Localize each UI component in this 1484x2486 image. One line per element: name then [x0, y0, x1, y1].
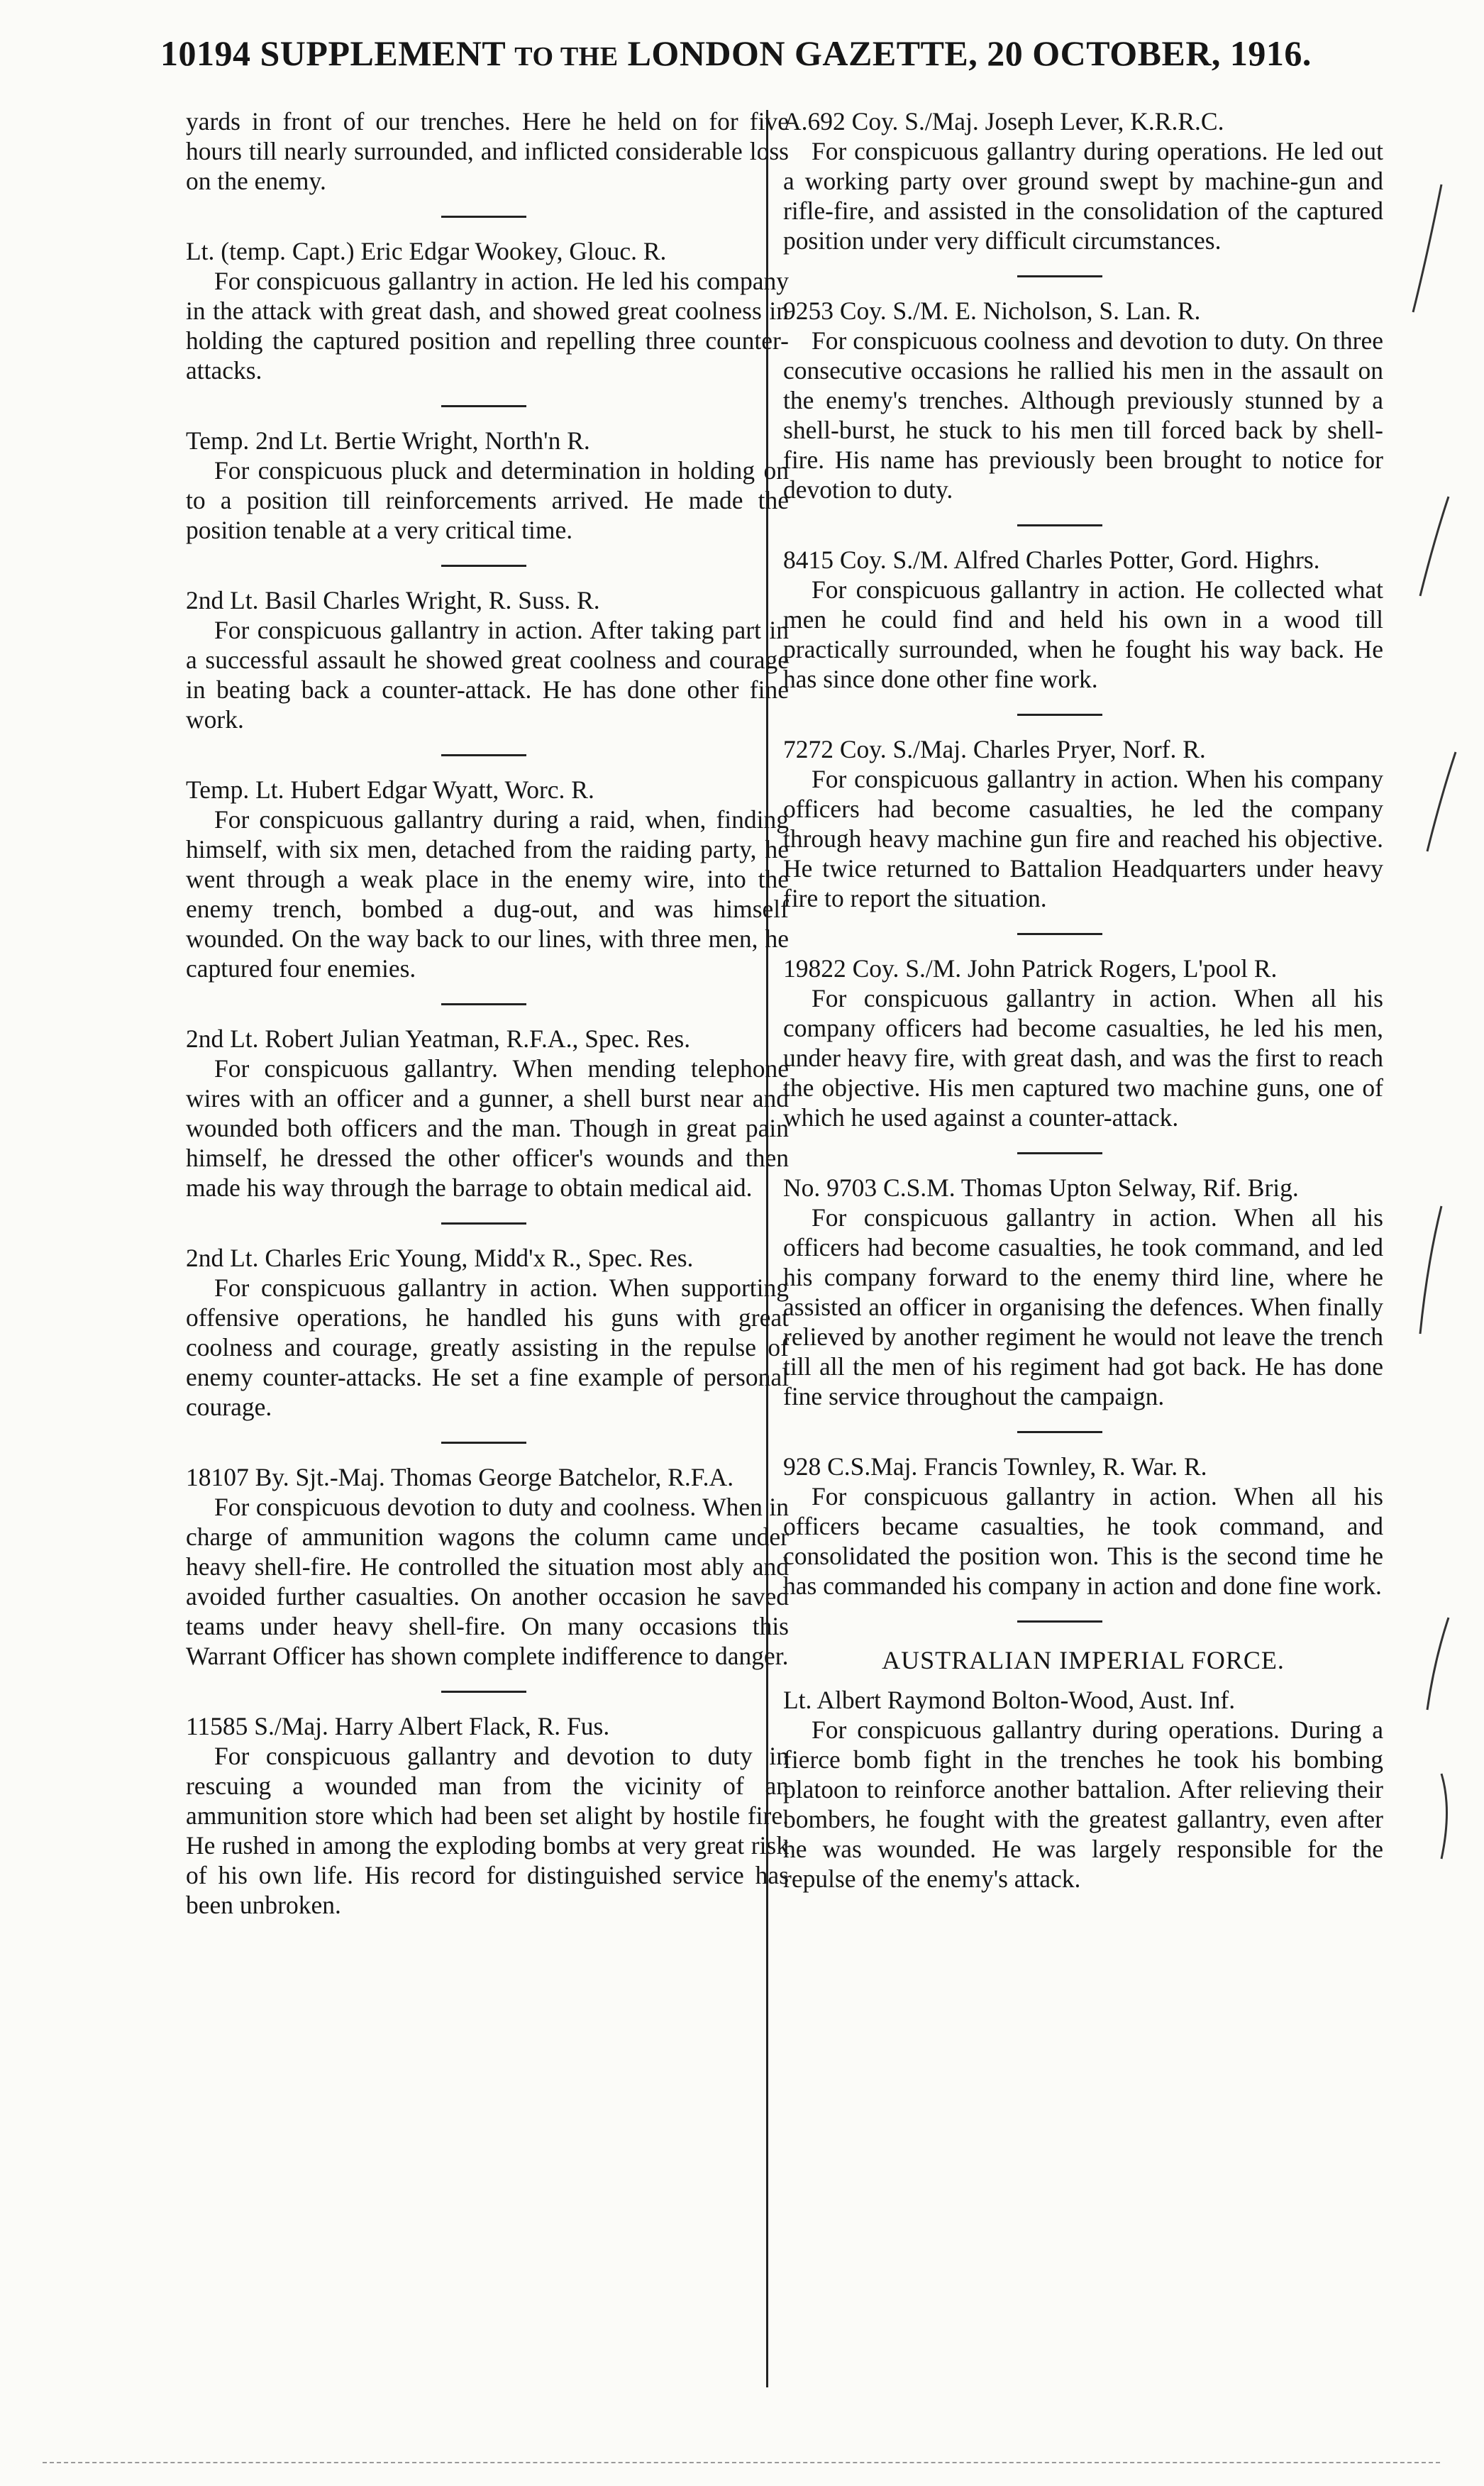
citation-name: Temp. 2nd Lt. Bertie Wright, North'n R. — [186, 426, 590, 455]
entry-rule — [1017, 714, 1102, 716]
citation-body: For conspicuous gallantry during operations. He led out a working party over ground swept by machine-gun and rifle-fire, and assisted in the consolidation of the captured position under very difficult circumstances. — [783, 137, 1383, 255]
citation-name: 8415 Coy. S./M. Alfred Charles Potter, Gord. Highrs. — [783, 546, 1320, 574]
entry-rule — [441, 1691, 526, 1693]
citation-body: For conspicuous gallantry in action. He collected what men he could find and held his own in a wood till practically surrounded, when he fought his way back. He has since done other fine work. — [783, 575, 1383, 693]
entry-rule — [1017, 1152, 1102, 1154]
citation-name: 2nd Lt. Basil Charles Wright, R. Suss. R. — [186, 586, 600, 614]
citation-entry — [186, 1243, 789, 1422]
header-small: TO THE — [514, 42, 619, 72]
entry-rule — [441, 1222, 526, 1225]
citation-entry — [186, 426, 789, 545]
citation-entry — [186, 585, 789, 734]
citation-body: For conspicuous gallantry. When mending telephone wires with an officer and a gunner, a shell burst near and wounded both officers and the man. Though in great pain himself, he dressed the other officer's wounds and then made his way through the barrage to obtain medical aid. — [186, 1054, 789, 1202]
citation-body: For conspicuous gallantry during a raid, when, finding himself, with six men, detached from the raiding party, he went through a weak place in the enemy wire, into the enemy trench, bombed a dug-out, and was himself wounded. On the way back to our lines, with three men, he captured four enemies. — [186, 805, 789, 983]
citation-entry — [186, 1711, 789, 1920]
section-rule — [1017, 1620, 1102, 1623]
citation-name: 11585 S./Maj. Harry Albert Flack, R. Fus. — [186, 1712, 610, 1740]
citation-name: 9253 Coy. S./M. E. Nicholson, S. Lan. R. — [783, 297, 1201, 325]
citation-name: 19822 Coy. S./M. John Patrick Rogers, L'pool R. — [783, 954, 1278, 983]
entry-rule — [441, 405, 526, 407]
citation-body: For conspicuous gallantry in action. When all his officers had become casualties, he took command, and led his company forward to the enemy third line, where he assisted an officer in organising the defences. When finally relieved by another regiment he would not leave the trench till all the men of his regiment had got back. He has done fine service throughout the campaign. — [783, 1203, 1383, 1410]
header-rest: LONDON GAZETTE, 20 OCTOBER, 1916. — [627, 33, 1312, 73]
left-column — [186, 106, 789, 1920]
citation-entry — [783, 106, 1383, 255]
citation-name: 2nd Lt. Robert Julian Yeatman, R.F.A., Spec. Res. — [186, 1024, 691, 1053]
header-word: SUPPLEMENT — [260, 33, 506, 73]
entry-rule — [441, 565, 526, 567]
citation-name: Lt. Albert Raymond Bolton-Wood, Aust. Inf. — [783, 1686, 1236, 1714]
citation-body: For conspicuous gallantry during operations. During a fierce bomb fight in the trenches he took his bombing platoon to reinforce another battalion. After relieving their bombers, he fought with the greatest gallantry, even after he was wounded. He was largely responsible for the repulse of the enemy's attack. — [783, 1716, 1383, 1893]
citation-entry — [186, 1024, 789, 1203]
citation-body: For conspicuous pluck and determination in holding on to a position till reinforcements arrived. He made the position tenable at a very critical time. — [186, 456, 789, 544]
citation-name: A.692 Coy. S./Maj. Joseph Lever, K.R.R.C. — [783, 107, 1224, 136]
citation-body: For conspicuous gallantry in action. He led his company in the attack with great dash, and showed great coolness in holding the captured position and repelling three counter-attacks. — [186, 267, 789, 385]
citation-entry — [783, 296, 1383, 504]
citation-body: For conspicuous gallantry and devotion to duty in rescuing a wounded man from the vicinity of an ammunition store which had been set alight by hostile fire. He rushed in among the exploding bombs at very great risk of his own life. His record for distinguished service has been unbroken. — [186, 1742, 789, 1919]
citation-entry — [783, 734, 1383, 913]
citation-body: For conspicuous gallantry in action. When supporting offensive operations, he handled his guns with great coolness and courage, greatly assisting in the repulse of enemy counter-attacks. He set a fine example of personal courage. — [186, 1274, 789, 1421]
citation-name: No. 9703 C.S.M. Thomas Upton Selway, Rif. Brig. — [783, 1173, 1299, 1202]
citation-entry — [186, 775, 789, 983]
scan-edge-marks — [1399, 142, 1470, 2128]
citation-body: For conspicuous gallantry in action. When all his company officers had become casualties, he led his men, under heavy fire, with great dash, and was the first to reach the objective. His men captured two machine guns, one of which he used against a counter-attack. — [783, 984, 1383, 1132]
page-number: 10194 — [160, 33, 251, 73]
citation-entry — [783, 1685, 1383, 1894]
entry-rule — [441, 1003, 526, 1005]
citation-entry — [783, 545, 1383, 694]
citation-name: 2nd Lt. Charles Eric Young, Midd'x R., Spec. Res. — [186, 1244, 694, 1272]
entry-rule — [1017, 933, 1102, 935]
page-header — [160, 33, 1366, 74]
entry-rule — [441, 1442, 526, 1444]
citation-name: Lt. (temp. Capt.) Eric Edgar Wookey, Glouc. R. — [186, 237, 667, 265]
entry-rule — [1017, 524, 1102, 526]
citation-name: 7272 Coy. S./Maj. Charles Pryer, Norf. R. — [783, 735, 1206, 763]
citation-body: For conspicuous gallantry in action. When all his officers became casualties, he took command, and consolidated the position won. This is the second time he has commanded his company in action and done fine work. — [783, 1482, 1383, 1600]
citation-name: 928 C.S.Maj. Francis Townley, R. War. R. — [783, 1452, 1207, 1481]
entry-rule — [1017, 1431, 1102, 1433]
citation-body: For conspicuous gallantry in action. After taking part in a successful assault he showed great coolness and courage in beating back a counter-attack. He has done other fine work. — [186, 616, 789, 734]
citation-entry — [783, 954, 1383, 1132]
citation-body: For conspicuous gallantry in action. When his company officers had become casualties, he led the company through heavy machine gun fire and reached his objective. He twice returned to Battalion Headquarters under heavy fire to report the situation. — [783, 765, 1383, 912]
citation-entry — [186, 236, 789, 385]
right-column — [783, 106, 1383, 1894]
scan-bottom-edge — [43, 2462, 1440, 2463]
citation-entry — [186, 1462, 789, 1671]
citation-entry — [186, 106, 789, 196]
entry-rule — [1017, 275, 1102, 277]
citation-name: 18107 By. Sjt.-Maj. Thomas George Batchelor, R.F.A. — [186, 1463, 734, 1491]
entry-rule — [441, 754, 526, 756]
citation-body: yards in front of our trenches. Here he held on for five hours till nearly surrounded, and inflicted considerable loss on the enemy. — [186, 107, 789, 195]
citation-entry — [783, 1173, 1383, 1411]
entry-rule — [441, 216, 526, 218]
section-heading: AUSTRALIAN IMPERIAL FORCE. — [882, 1646, 1285, 1674]
citation-entry — [783, 1452, 1383, 1601]
citation-body: For conspicuous coolness and devotion to duty. On three consecutive occasions he rallied his men in the assault on the enemy's trenches. Although previously stunned by a shell-burst, he stuck to his men till forced back by shell-fire. His name has previously been brought to notice for devotion to duty. — [783, 326, 1383, 504]
citation-name: Temp. Lt. Hubert Edgar Wyatt, Worc. R. — [186, 775, 594, 804]
citation-body: For conspicuous devotion to duty and coolness. When in charge of ammunition wagons the column came under heavy shell-fire. He controlled the situation most ably and avoided further casualties. On another occasion he saved teams under heavy shell-fire. On many occasions this Warrant Officer has shown complete indifference to danger. — [186, 1493, 789, 1670]
